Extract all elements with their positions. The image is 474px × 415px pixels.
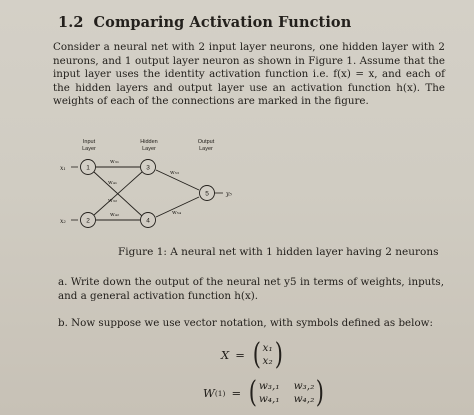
x-vector-entry-1: x₁	[262, 342, 273, 354]
weight-w31: w₃₁	[110, 159, 120, 165]
equals-sign: =	[231, 386, 242, 400]
node-1-label: 1	[86, 164, 90, 172]
x-vector-entry-2: x₂	[262, 355, 273, 367]
w-matrix-entry-32: w₃,₂	[293, 380, 315, 392]
hidden-layer-label-1: Hidden	[140, 139, 158, 145]
weight-w41: w₄₁	[108, 180, 118, 186]
w-superscript: (1)	[214, 388, 226, 398]
input-layer-label-2: Layer	[82, 146, 96, 152]
weight-w54: w₅₄	[172, 210, 182, 216]
equation-x-vector	[221, 337, 284, 372]
weight-w42: w₄₂	[110, 212, 120, 218]
x-symbol: X	[221, 348, 230, 362]
weight-w32: w₃₂	[108, 198, 118, 204]
question-b: b. Now suppose we use vector notation, with symbols defined as below:	[58, 317, 433, 329]
w-symbol: W	[203, 386, 215, 400]
node-5-label: 5	[205, 190, 209, 198]
x-vector	[263, 342, 273, 368]
figure-caption: Figure 1: A neural net with 1 hidden layer having 2 neurons	[118, 246, 439, 258]
w-matrix-entry-41: w₄,₁	[258, 393, 280, 405]
node-4-label: 4	[146, 217, 150, 225]
section-heading	[58, 14, 351, 31]
open-paren: (	[252, 337, 261, 372]
weight-w53: w₅₃	[170, 170, 180, 176]
neural-net-figure	[52, 130, 252, 234]
output-layer-label-2: Layer	[199, 146, 213, 152]
equation-w-matrix	[203, 375, 326, 410]
output-layer-label-1: Output	[197, 139, 215, 145]
hidden-layer-label-2: Layer	[142, 146, 156, 152]
x1-input-label: x₁	[60, 165, 66, 172]
input-layer-label-1: Input	[82, 139, 96, 145]
open-paren: (	[248, 375, 258, 410]
intro-paragraph: Consider a neural net with 2 input layer neurons, one hidden layer with 2 neurons, and 1 output layer neuron as shown in Figure 1. Assume that the input layer uses the identity activation function i.e. f(x) = x, and each of the hidden layers and output layer use an activation function h(x). The weights of each of the connections are marked in the figure.	[53, 41, 445, 108]
w-matrix	[259, 380, 315, 406]
w-matrix-entry-31: w₃,₁	[258, 380, 280, 392]
node-3-label: 3	[146, 164, 150, 172]
node-2-label: 2	[86, 217, 90, 225]
section-title: Comparing Activation Function	[93, 14, 352, 31]
section-number: 1.2	[58, 14, 84, 31]
output-y5-label: y₅	[226, 190, 232, 198]
equals-sign: =	[235, 348, 245, 362]
question-a: a. Write down the output of the neural net y5 in terms of weights, inputs, and a general activation function h(x).	[58, 276, 444, 302]
w-matrix-entry-42: w₄,₂	[293, 393, 315, 405]
close-paren: )	[274, 337, 283, 372]
close-paren: )	[316, 375, 325, 410]
x2-input-label: x₂	[60, 218, 66, 225]
